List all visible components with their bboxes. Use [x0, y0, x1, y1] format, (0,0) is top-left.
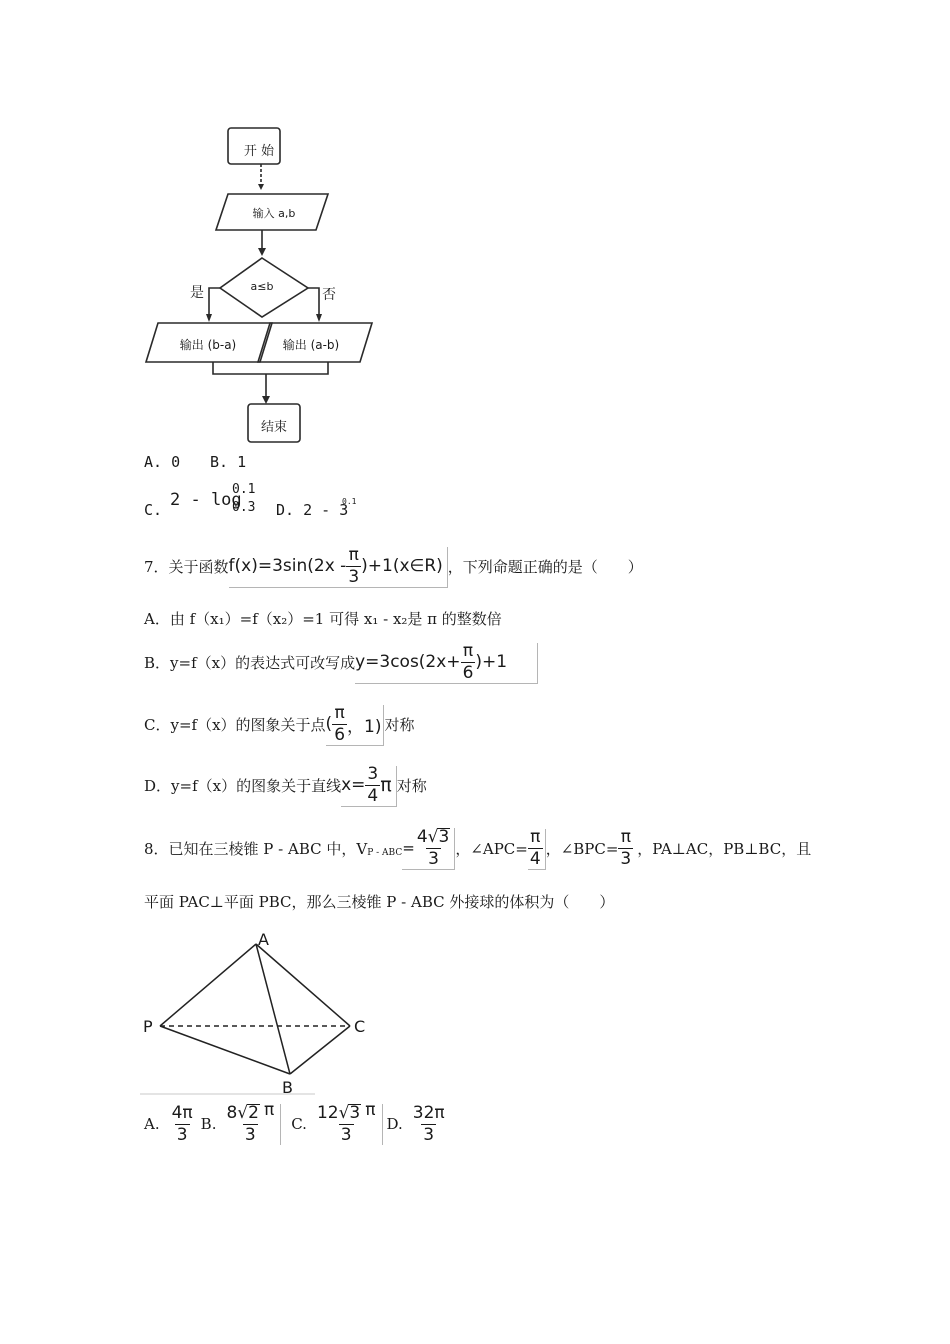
- edge-pb: [160, 1026, 290, 1074]
- q7-option-d-text: D．y=f（x）的图象关于直线: [144, 777, 342, 795]
- q8-stem-prefix: 8．已知在三棱锥 P - ABC 中，V: [144, 840, 368, 858]
- flowchart-input-label: 输入 a,b: [252, 207, 296, 220]
- q7-option-b-num: π: [462, 640, 474, 661]
- q8-option-c-pi: π: [365, 1099, 376, 1120]
- q8-option-c-num: [315, 1099, 378, 1124]
- sqrt-sign-icon: √: [338, 1102, 350, 1123]
- q7-option-c-open: (: [325, 714, 333, 734]
- q8-option-a-num: 4π: [171, 1102, 193, 1123]
- flowchart-output-left-label: 输出 (b-a): [179, 338, 237, 352]
- q8-option-b-num: [224, 1099, 276, 1124]
- q8-option-a-den: 3: [176, 1124, 188, 1145]
- q8-volume-radicand: 3: [438, 827, 450, 847]
- q8-apc-den: 4: [529, 848, 541, 869]
- q7-option-d-pi: π: [380, 774, 392, 796]
- q8-option-d-num: 32π: [412, 1102, 445, 1123]
- q8-bpc-fraction: [618, 829, 633, 868]
- q6-option-a: A. 0: [144, 453, 181, 471]
- q7-formula-right: )+1(x∈R): [361, 556, 443, 576]
- q7-option-c-fraction: [332, 702, 347, 745]
- q7-stem-prefix: 7．关于函数: [144, 558, 229, 576]
- q7-option-c-formula: [325, 702, 385, 746]
- vertex-label-c: C: [354, 1017, 366, 1036]
- q7-option-c-num: π: [334, 702, 345, 723]
- q7-option-d-num: 3: [367, 763, 379, 784]
- q8-option-c-formula: [315, 1099, 383, 1145]
- q7-option-a: A．由 f（x₁）=f（x₂）=1 可得 x₁ - x₂是 π 的整数倍: [144, 610, 502, 628]
- q8-bpc-num: π: [620, 827, 631, 847]
- edge-ac: [256, 944, 350, 1026]
- q8-option-c-fraction: [315, 1099, 378, 1145]
- q8-apc-fraction: [528, 826, 543, 869]
- tetrahedron-figure: [140, 926, 380, 1106]
- q7-option-d-fraction: [365, 763, 380, 806]
- q7-option-b-den: 6: [462, 662, 474, 683]
- q8-option-c-den: 3: [340, 1124, 352, 1145]
- q7-option-d-suffix: 对称: [396, 777, 427, 795]
- q8-option-d-den: 3: [423, 1124, 435, 1145]
- q7-option-b-text: B．y=f（x）的表达式可改写成: [144, 654, 356, 672]
- q8-option-c-coef: 12: [316, 1102, 339, 1123]
- q8-option-b-den: 3: [244, 1124, 256, 1145]
- q7-stem-suffix: ，下列命题正确的是（ ）: [447, 558, 643, 576]
- question-8-stem-line1: [144, 824, 811, 874]
- q8-volume-formula: [402, 828, 455, 870]
- q7-fraction-num: π: [348, 544, 359, 565]
- q7-option-c-den: 6: [334, 724, 346, 745]
- q7-function-formula: [228, 544, 448, 588]
- q8-option-b-radicand: 2: [248, 1102, 259, 1123]
- q7-option-b-formula: [355, 640, 538, 684]
- q8-bpc-label: ，∠BPC=: [545, 840, 619, 858]
- flowchart-yes-label: 是: [190, 285, 204, 301]
- q8-volume-eq: =: [402, 839, 415, 857]
- q8-option-d-fraction: [411, 1102, 447, 1145]
- q8-option-b-fraction: [224, 1099, 276, 1145]
- vertex-label-p: P: [143, 1017, 153, 1036]
- q7-option-c-right: ，1): [347, 716, 382, 737]
- vertex-label-b: B: [282, 1078, 293, 1097]
- q6-option-d-label: D. 2 - 3: [276, 501, 349, 519]
- question-7-stem: [144, 544, 643, 590]
- q7-formula-fraction: [346, 544, 361, 587]
- q8-bpc-formula: [618, 829, 637, 869]
- q7-option-d-left: x=: [341, 775, 366, 795]
- q7-option-c-text: C．y=f（x）的图象关于点: [144, 716, 326, 734]
- q7-fraction-den: 3: [348, 566, 360, 587]
- q6-option-c-sup: 0.1: [232, 482, 256, 497]
- q7-option-d: [144, 762, 427, 810]
- flowchart-condition-label: a≤b: [250, 280, 274, 293]
- q8-volume-fraction: [415, 828, 453, 868]
- q8-volume-subscript: P - ABC: [367, 848, 403, 858]
- q8-volume-coef: 4: [416, 827, 428, 847]
- q8-option-a-label: A.: [144, 1115, 160, 1133]
- q8-bpc-den: 3: [620, 849, 632, 869]
- q6-option-d-sup: 0.1: [342, 497, 357, 506]
- flowchart-start-label: 开 始: [243, 144, 275, 159]
- q7-option-b-right: )+1: [475, 652, 508, 672]
- vertex-label-a: A: [258, 930, 269, 949]
- flowchart-output-right-label: 输出 (a-b): [282, 338, 340, 352]
- edge-bc: [290, 1026, 350, 1074]
- q8-option-b-coef: 8: [226, 1102, 238, 1123]
- flowchart-no-label: 否: [322, 287, 336, 303]
- q7-option-b-fraction: [461, 640, 476, 683]
- q8-option-c-radicand: 3: [349, 1102, 361, 1123]
- edge-pa: [160, 944, 256, 1026]
- q8-option-c-label: C.: [291, 1115, 307, 1133]
- q7-option-b-left: y=3cos(2x+: [355, 652, 461, 672]
- sqrt-sign-icon: √: [427, 827, 439, 847]
- q8-volume-num: [415, 828, 453, 848]
- q7-option-c-suffix: 对称: [384, 716, 415, 734]
- q6-option-c-sub: 0.3: [232, 500, 256, 515]
- q8-options-row: [144, 1100, 447, 1148]
- q8-volume-den: 3: [428, 849, 439, 869]
- q8-option-a-fraction: [170, 1102, 195, 1145]
- q8-option-b-pi: π: [263, 1099, 275, 1120]
- q7-formula-left: f(x)=3sin(2x -: [228, 556, 347, 576]
- q6-option-c-main: 2 - log: [170, 490, 242, 510]
- q8-apc-num: π: [530, 826, 541, 847]
- question-8-stem-line2: 平面 PAC⊥平面 PBC，那么三棱锥 P - ABC 外接球的体积为（ ）: [144, 893, 615, 911]
- q8-option-b-formula: [224, 1099, 281, 1145]
- q8-option-b-label: B.: [200, 1115, 217, 1133]
- q6-option-b: B. 1: [210, 453, 247, 471]
- q8-option-d-label: D.: [386, 1115, 403, 1133]
- sqrt-sign-icon: √: [237, 1102, 249, 1123]
- flowchart-end-label: 结束: [260, 420, 287, 435]
- q7-option-d-den: 4: [367, 785, 379, 806]
- edge-ab: [256, 944, 290, 1074]
- q8-apc-formula: [528, 826, 546, 870]
- q6-option-c-label: C.: [144, 501, 163, 519]
- q7-option-c: [144, 702, 414, 748]
- q8-apc-label: ，∠APC=: [455, 840, 528, 858]
- q7-option-b: [144, 640, 538, 686]
- q8-stem-suffix: ，PA⊥AC，PB⊥BC，且: [637, 840, 812, 858]
- q7-option-d-formula: [341, 763, 397, 807]
